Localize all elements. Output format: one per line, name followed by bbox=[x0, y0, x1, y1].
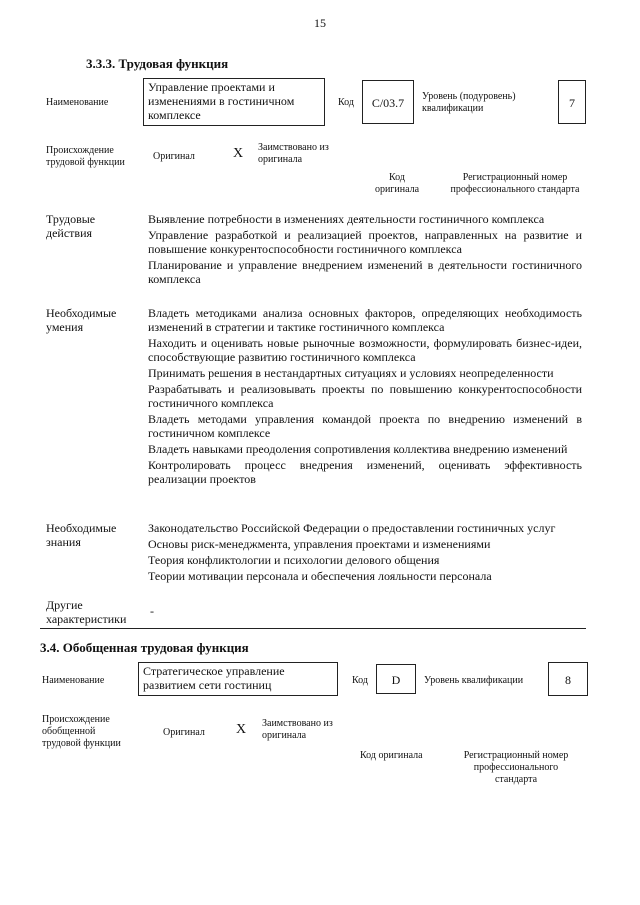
list-item: Законодательство Российской Федерации о предоставлении гостиничных услуг bbox=[148, 521, 556, 535]
list-item: Теория конфликтологии и психологии делового общения bbox=[148, 553, 440, 567]
actions-list bbox=[148, 212, 582, 288]
level-label: Уровень (подуровень) квалификации bbox=[422, 91, 516, 114]
section-title-333: 3.3.3. Трудовая функция bbox=[86, 56, 229, 71]
section-title-34: 3.4. Обобщенная трудовая функция bbox=[40, 640, 249, 655]
list-item: Выявление потребности в изменениях деятельности гостиничного комплекса bbox=[148, 212, 545, 226]
list-item: Планирование и управление внедрением изменений в деятельности гостиничного комплекса bbox=[148, 258, 582, 286]
code-original-label: Код оригинала bbox=[374, 172, 420, 195]
original-mark-34: X bbox=[236, 722, 247, 737]
original-label-34: Оригинал bbox=[163, 727, 205, 738]
skills-list bbox=[148, 306, 582, 488]
origin-label-34: Происхождение обобщенной трудовой функции bbox=[42, 714, 121, 749]
level-value-box: 7 bbox=[558, 80, 586, 124]
reg-number-label: Регистрационный номер профессионального стандарта bbox=[450, 172, 580, 195]
function-name-box: Управление проектами и изменениями в гостиничном комплексе bbox=[143, 78, 325, 126]
list-item: Контролировать процесс внедрения изменений, оценивать эффективность реализации проектов bbox=[148, 458, 582, 486]
other-value: - bbox=[150, 604, 154, 618]
list-item: Находить и оценивать новые рыночные возможности, формулировать бизнес-идеи, способствующие развитию гостиничного комплекса bbox=[148, 336, 582, 364]
borrowed-label-34: Заимствовано из оригинала bbox=[262, 718, 333, 741]
knowledge-list bbox=[148, 521, 582, 585]
skills-label: Необходимые умения bbox=[46, 306, 117, 334]
borrowed-label: Заимствовано из оригинала bbox=[258, 142, 329, 165]
name-label-34: Наименование bbox=[42, 675, 105, 686]
original-label: Оригинал bbox=[153, 151, 195, 162]
knowledge-label: Необходимые знания bbox=[46, 521, 117, 549]
code-label: Код bbox=[338, 97, 354, 108]
level-label-34: Уровень квалификации bbox=[424, 675, 524, 686]
actions-label: Трудовые действия bbox=[46, 212, 96, 240]
original-mark: X bbox=[233, 146, 244, 161]
other-label: Другие характеристики bbox=[46, 598, 127, 626]
generalized-function-name-box: Стратегическое управление развитием сети гостиниц bbox=[138, 662, 338, 696]
page-number: 15 bbox=[314, 16, 326, 30]
list-item: Разрабатывать и реализовывать проекты по повышению конкурентоспособности гостиничного комплекса bbox=[148, 382, 582, 410]
list-item: Владеть методами управления командой проекта по внедрению изменений в гостиничном комплексе bbox=[148, 412, 582, 440]
code-value-box: C/03.7 bbox=[362, 80, 414, 124]
list-item: Теории мотивации персонала и обеспечения лояльности персонала bbox=[148, 569, 492, 583]
list-item: Управление разработкой и реализацией проектов, направленных на развитие и повышение конкурентоспособности гостиничного комплекса bbox=[148, 228, 582, 256]
reg-number-label-34: Регистрационный номер профессионального стандарта bbox=[463, 750, 569, 785]
code-original-label-34: Код оригинала bbox=[360, 750, 423, 761]
list-item: Основы риск-менеджмента, управления проектами и изменениями bbox=[148, 537, 491, 551]
list-item: Владеть навыками преодоления сопротивления коллектива внедрению изменений bbox=[148, 442, 568, 456]
code-label-34: Код bbox=[352, 675, 368, 686]
code-value-box-34: D bbox=[376, 664, 416, 694]
origin-label: Происхождение трудовой функции bbox=[46, 145, 125, 168]
table-bottom-rule bbox=[40, 628, 586, 629]
level-value-box-34: 8 bbox=[548, 662, 588, 696]
list-item: Принимать решения в нестандартных ситуациях и условиях неопределенности bbox=[148, 366, 554, 380]
list-item: Владеть методиками анализа основных факторов, определяющих необходимость изменений в стратегии и тактике гостиничного комплекса bbox=[148, 306, 582, 334]
name-label: Наименование bbox=[46, 97, 109, 108]
